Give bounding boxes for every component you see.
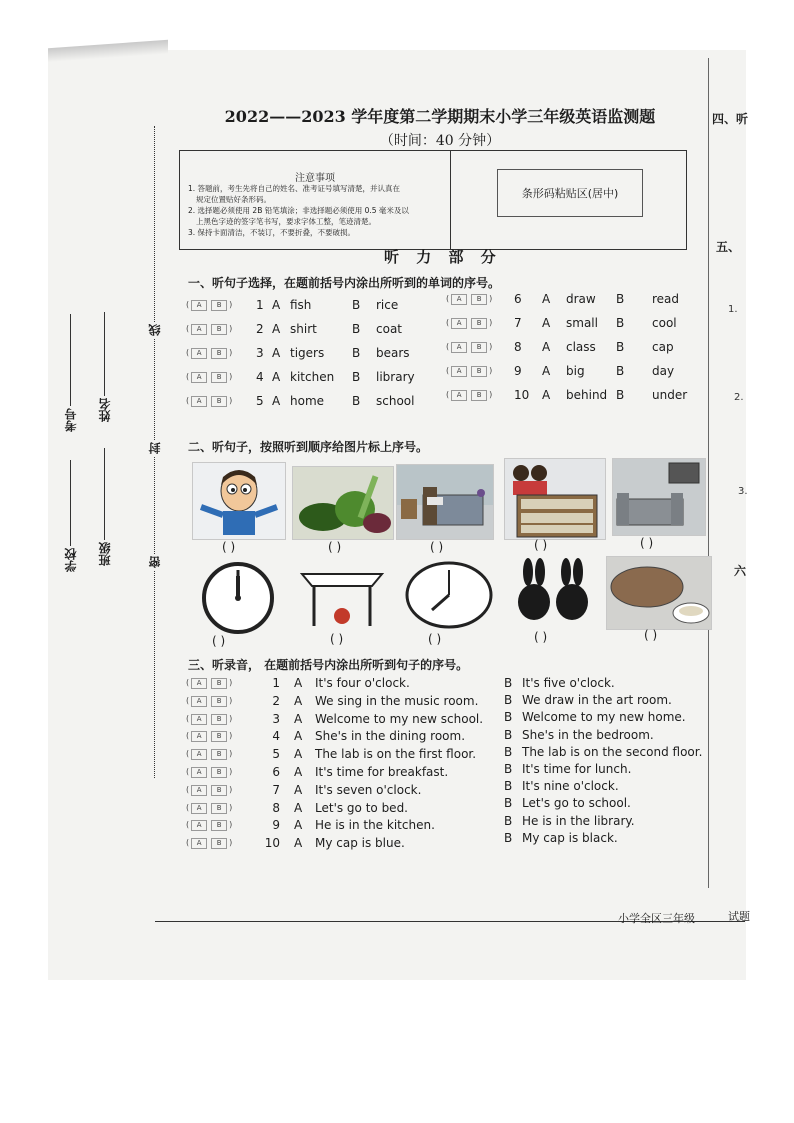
picture-answer-5[interactable]: ( ) <box>640 536 654 550</box>
option-letter-b: B <box>352 370 361 384</box>
option-letter-b: B <box>352 394 361 408</box>
option-letter-a: A <box>272 346 281 360</box>
option-b-sentence: We draw in the art room. <box>522 693 672 708</box>
bubble-a[interactable]: A <box>191 785 207 796</box>
option-letter-b: B <box>616 388 625 402</box>
right-heading-6: 六 <box>734 564 747 578</box>
answer-bubbles: ( A B ) <box>186 678 233 687</box>
option-b-word: cap <box>652 340 674 354</box>
name-line <box>104 312 105 396</box>
option-a-sentence: He is in the kitchen. <box>315 818 435 833</box>
option-letter-b: B <box>504 710 513 725</box>
option-letter-a: A <box>272 370 281 384</box>
next-page-strip <box>708 58 747 888</box>
item-number: 7 <box>514 316 522 330</box>
bubble-b[interactable]: B <box>211 785 227 796</box>
item-number: 10 <box>264 836 280 851</box>
bubble-a[interactable]: A <box>191 767 207 778</box>
bubble-a[interactable]: A <box>191 838 207 849</box>
picture-answer-3[interactable]: ( ) <box>430 540 444 554</box>
item-number: 5 <box>272 747 280 762</box>
option-letter-b: B <box>504 744 513 759</box>
living-room-picture <box>612 458 706 536</box>
answer-bubbles: ( A B ) <box>186 300 233 309</box>
bubble-a[interactable]: A <box>191 696 207 707</box>
bubble-b[interactable]: B <box>211 731 227 742</box>
bubble-b[interactable]: B <box>211 714 227 725</box>
option-letter-b: B <box>352 298 361 312</box>
option-a-word: small <box>566 316 598 330</box>
option-b-word: cool <box>652 316 677 330</box>
barcode-area: 条形码粘贴区(居中) <box>497 169 643 217</box>
option-b-sentence: It's nine o'clock. <box>522 779 619 794</box>
part3-title: 三、听录音， 在题前括号内涂出所听到句子的序号。 <box>188 658 469 672</box>
item-number: 10 <box>514 388 530 402</box>
option-b-word: under <box>652 388 688 402</box>
vegetables-icon <box>293 467 393 539</box>
class-label: 班级 <box>98 542 112 566</box>
seal-char-feng: 封 <box>148 442 162 454</box>
answer-bubbles: ( A B ) <box>186 372 233 381</box>
table-apple-picture <box>292 564 392 632</box>
item-number: 8 <box>272 800 280 815</box>
option-a-word: shirt <box>290 322 317 336</box>
item-number: 4 <box>272 729 280 744</box>
picture-answer-4[interactable]: ( ) <box>534 538 548 552</box>
name-label: 姓名 <box>98 398 112 422</box>
option-a-word: fish <box>290 298 312 312</box>
option-a-word: class <box>566 340 596 354</box>
clock-icon <box>402 560 496 630</box>
seal-char-mi: 密 <box>148 556 162 568</box>
option-a-word: big <box>566 364 585 378</box>
option-a-word: kitchen <box>290 370 335 384</box>
item-number: 2 <box>256 322 264 336</box>
item-number: 1 <box>256 298 264 312</box>
option-letter-a: A <box>294 818 303 833</box>
option-letter-b: B <box>616 292 625 306</box>
notice-line: 3. 保持卡面清洁，不装订，不要折叠，不要破损。 <box>188 228 356 237</box>
option-letter-a: A <box>294 747 303 762</box>
food-icon <box>607 557 711 629</box>
option-letter-a: A <box>294 693 303 708</box>
answer-bubbles: ( A B ) <box>186 731 233 741</box>
picture-answer-8[interactable]: ( ) <box>428 632 442 646</box>
option-a-sentence: It's four o'clock. <box>315 676 410 690</box>
answer-bubbles: ( A B ) <box>186 695 233 705</box>
answer-bubbles: ( A B ) <box>446 342 493 351</box>
school-label: 学校 <box>64 548 78 572</box>
bubble-a[interactable]: A <box>191 300 207 311</box>
option-a-sentence: The lab is on the first floor. <box>315 747 477 762</box>
option-b-sentence: It's time for lunch. <box>522 762 632 776</box>
option-b-word: coat <box>376 322 402 336</box>
bubble-b[interactable]: B <box>211 300 227 311</box>
option-a-sentence: It's seven o'clock. <box>315 782 422 797</box>
listening-section-title: 听 力 部 分 <box>384 248 502 266</box>
item-number: 3 <box>256 346 264 360</box>
bubble-b[interactable]: B <box>211 678 227 689</box>
bubble-a[interactable]: A <box>451 390 467 401</box>
answer-bubbles: ( A B ) <box>186 784 233 794</box>
option-a-word: draw <box>566 292 596 306</box>
option-b-sentence: Welcome to my new home. <box>522 710 686 725</box>
boy-picture <box>192 462 286 540</box>
bubble-a[interactable]: A <box>191 803 207 814</box>
item-number: 2 <box>272 693 280 708</box>
option-letter-b: B <box>616 316 625 330</box>
right-heading-5: 五、 <box>716 240 741 254</box>
option-letter-b: B <box>504 813 513 828</box>
answer-bubbles: ( A B ) <box>186 838 233 848</box>
item-number: 8 <box>514 340 522 354</box>
bubble-a[interactable]: A <box>191 372 207 383</box>
answer-bubbles: ( A B ) <box>186 767 233 776</box>
library-picture <box>504 458 606 540</box>
bubble-b[interactable]: B <box>471 294 487 305</box>
answer-bubbles: ( A B ) <box>446 318 493 327</box>
sofa-icon <box>613 459 705 535</box>
rabbits-picture <box>506 558 600 628</box>
picture-answer-10[interactable]: ( ) <box>644 628 658 642</box>
bubble-b[interactable]: B <box>471 318 487 329</box>
option-letter-a: A <box>294 800 303 815</box>
item-number: 1 <box>272 676 280 690</box>
answer-bubbles: ( A B ) <box>446 366 493 375</box>
option-letter-a: A <box>294 729 303 744</box>
bubble-a[interactable]: A <box>191 731 207 742</box>
answer-bubbles: ( A B ) <box>186 713 233 723</box>
bed-icon <box>397 465 493 539</box>
answer-bubbles: ( A B ) <box>186 324 233 333</box>
answer-bubbles: ( A B ) <box>186 348 233 357</box>
item-number: 5 <box>256 394 264 408</box>
option-b-sentence: It's five o'clock. <box>522 676 615 690</box>
option-b-word: read <box>652 292 680 306</box>
option-letter-b: B <box>504 762 513 776</box>
option-letter-b: B <box>504 796 513 811</box>
option-b-word: bears <box>376 346 410 360</box>
answer-bubbles: ( A B ) <box>186 802 233 812</box>
exam-time: （时间：40 分钟） <box>379 133 501 149</box>
bedroom-picture <box>396 464 494 540</box>
notice-lines <box>188 183 446 238</box>
option-letter-a: A <box>272 298 281 312</box>
bubble-a[interactable]: A <box>191 714 207 725</box>
bubble-b[interactable]: B <box>211 803 227 814</box>
bubble-a[interactable]: A <box>451 366 467 377</box>
option-letter-b: B <box>504 727 513 742</box>
rabbit-icon <box>506 558 600 628</box>
option-b-word: day <box>652 364 675 378</box>
bubble-a[interactable]: A <box>451 294 467 305</box>
answer-bubbles: ( A B ) <box>446 294 493 303</box>
bubble-a[interactable]: A <box>451 342 467 353</box>
notice-divider <box>450 151 451 249</box>
bubble-b[interactable]: B <box>471 390 487 401</box>
bookshelf-icon <box>505 459 605 539</box>
item-number: 4 <box>256 370 264 384</box>
notice-heading: 注意事项 <box>295 173 335 184</box>
option-letter-a: A <box>542 292 551 306</box>
option-letter-b: B <box>504 676 513 690</box>
class-line <box>104 448 105 540</box>
item-number: 6 <box>272 765 280 779</box>
exam-title: 2022——2023 学年度第二学期期末小学三年级英语监测题 <box>224 107 656 126</box>
clock-twelve-picture <box>192 560 284 636</box>
bubble-a[interactable]: A <box>191 324 207 335</box>
clock-other-picture <box>402 560 496 630</box>
boy-icon <box>193 463 285 539</box>
bubble-b[interactable]: B <box>211 696 227 707</box>
part1-title: 一、听句子选择，在题前括号内涂出所听到的单词的序号。 <box>188 276 501 290</box>
bubble-b[interactable]: B <box>211 820 227 831</box>
picture-answer-7[interactable]: ( ) <box>330 632 344 646</box>
bubble-a[interactable]: A <box>191 749 207 760</box>
option-letter-b: B <box>352 346 361 360</box>
option-letter-a: A <box>294 782 303 797</box>
option-letter-a: A <box>542 388 551 402</box>
option-letter-b: B <box>352 322 361 336</box>
clock-icon <box>192 560 284 636</box>
notice-line: 1. 答题前，考生先将自己的姓名、准考证号填写清楚，并认真在 <box>188 184 401 193</box>
option-letter-b: B <box>504 779 513 794</box>
option-a-sentence: My cap is blue. <box>315 836 405 851</box>
bubble-b[interactable]: B <box>211 838 227 849</box>
option-letter-b: B <box>616 364 625 378</box>
right-heading-4: 四、听 <box>712 112 749 126</box>
answer-bubbles: ( A B ) <box>446 390 493 399</box>
bubble-b[interactable]: B <box>211 372 227 383</box>
answer-bubbles: ( A B ) <box>186 396 233 405</box>
bubble-b[interactable]: B <box>211 324 227 335</box>
option-letter-a: A <box>294 765 303 779</box>
option-letter-a: A <box>542 340 551 354</box>
school-line <box>70 460 71 546</box>
picture-answer-6[interactable]: ( ) <box>212 634 226 648</box>
option-b-word: rice <box>376 298 399 312</box>
option-b-word: school <box>376 394 415 408</box>
option-b-sentence: My cap is black. <box>522 830 618 845</box>
option-letter-a: A <box>294 711 303 726</box>
table-icon <box>292 564 392 632</box>
bubble-b[interactable]: B <box>211 396 227 407</box>
right-num-3: 3. <box>738 486 748 497</box>
bubble-b[interactable]: B <box>471 366 487 377</box>
option-b-sentence: She's in the bedroom. <box>522 727 654 742</box>
exam-no-label: 考号 <box>64 408 78 432</box>
bubble-b[interactable]: B <box>211 348 227 359</box>
footer-grade: 小学全区三年级 <box>618 912 695 925</box>
option-letter-a: A <box>294 836 303 851</box>
seal-char-xian: 线 <box>148 324 162 336</box>
right-num-1: 1. <box>728 304 738 315</box>
picture-answer-2[interactable]: ( ) <box>328 540 342 554</box>
option-a-sentence: Welcome to my new school. <box>315 711 484 726</box>
bubble-a[interactable]: A <box>191 820 207 831</box>
option-letter-a: A <box>272 322 281 336</box>
option-letter-b: B <box>504 693 513 708</box>
option-b-word: library <box>376 370 415 384</box>
bubble-a[interactable]: A <box>191 348 207 359</box>
notice-box <box>179 150 687 250</box>
bubble-b[interactable]: B <box>471 342 487 353</box>
picture-answer-9[interactable]: ( ) <box>534 630 548 644</box>
answer-bubbles: ( A B ) <box>186 820 233 830</box>
notice-line: 上黑色字迹的签字笔书写，要求字体工整，笔迹清楚。 <box>196 217 376 226</box>
option-b-sentence: Let's go to school. <box>522 796 631 811</box>
notice-line: 2. 选择题必须使用 2B 铅笔填涂；非选择题必须使用 0.5 毫米及以 <box>188 206 409 215</box>
notice-line: 规定位置贴好条形码。 <box>196 195 271 204</box>
option-a-sentence: Let's go to bed. <box>315 800 408 815</box>
option-a-sentence: It's time for breakfast. <box>315 765 449 779</box>
option-letter-a: A <box>294 676 303 690</box>
option-letter-a: A <box>542 316 551 330</box>
item-number: 7 <box>272 782 280 797</box>
right-num-2: 2. <box>734 392 744 403</box>
option-a-word: tigers <box>290 346 325 360</box>
option-letter-b: B <box>504 830 513 845</box>
bubble-a[interactable]: A <box>191 396 207 407</box>
bubble-b[interactable]: B <box>211 767 227 778</box>
vegetables-picture <box>292 466 394 540</box>
option-letter-b: B <box>616 340 625 354</box>
food-picture <box>606 556 712 630</box>
option-b-sentence: The lab is on the second floor. <box>522 744 703 759</box>
part2-title: 二、听句子，按照听到顺序给图片标上序号。 <box>188 440 429 454</box>
option-a-word: home <box>290 394 325 408</box>
option-letter-a: A <box>542 364 551 378</box>
exam-no-line <box>70 314 71 406</box>
bubble-a[interactable]: A <box>191 678 207 689</box>
option-b-sentence: He is in the library. <box>522 813 635 828</box>
bubble-a[interactable]: A <box>451 318 467 329</box>
item-number: 9 <box>514 364 522 378</box>
option-a-word: behind <box>566 388 608 402</box>
footer-paper: 试题 <box>728 910 750 923</box>
item-number: 9 <box>272 818 280 833</box>
bubble-b[interactable]: B <box>211 749 227 760</box>
option-letter-a: A <box>272 394 281 408</box>
option-a-sentence: She's in the dining room. <box>315 729 466 744</box>
option-a-sentence: We sing in the music room. <box>315 693 479 708</box>
picture-answer-1[interactable]: ( ) <box>222 540 236 554</box>
item-number: 3 <box>272 711 280 726</box>
answer-bubbles: ( A B ) <box>186 749 233 759</box>
item-number: 6 <box>514 292 522 306</box>
